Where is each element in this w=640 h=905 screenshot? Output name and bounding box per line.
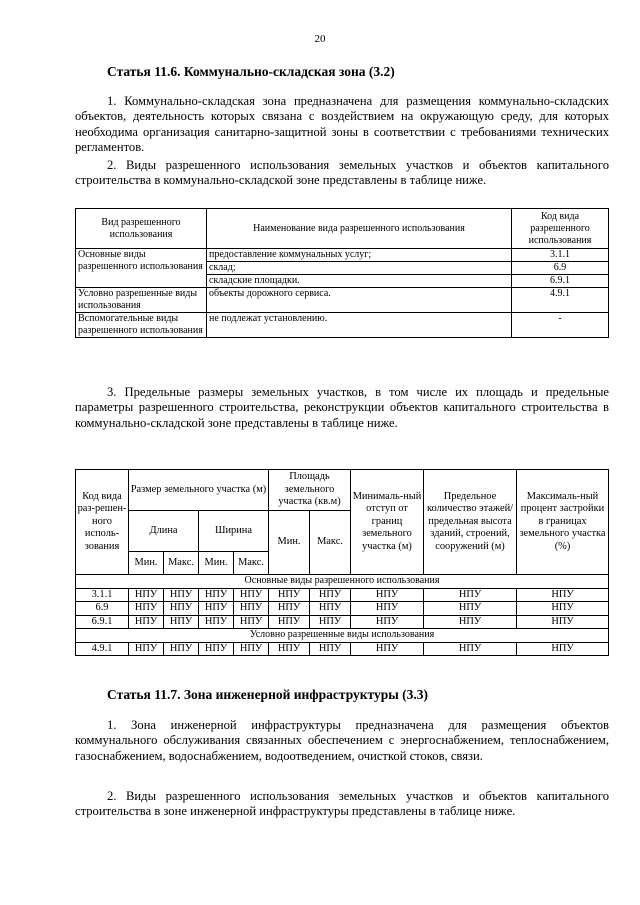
header-length: Длина — [129, 511, 199, 552]
npu-cell: НПУ — [234, 615, 269, 629]
use-name-cell: объекты дорожного сервиса. — [207, 288, 512, 313]
table-row — [76, 615, 609, 629]
npu-cell: НПУ — [269, 588, 310, 602]
table-row — [76, 602, 609, 616]
npu-cell: НПУ — [129, 602, 164, 616]
npu-cell: НПУ — [164, 602, 199, 616]
npu-cell: НПУ — [234, 602, 269, 616]
row-code: 6.9.1 — [76, 615, 129, 629]
npu-cell: НПУ — [199, 588, 234, 602]
paragraph-text: 2. Виды разрешенного использования земельных участков и объектов капитального строительства в зоне инженерной инфраструктуры представлены в таблице ниже. — [75, 789, 609, 819]
use-code-cell: 4.9.1 — [512, 288, 609, 313]
header-floors-height: Предельное количество этажей/ предельная высота зданий, строений, сооружений (м) — [424, 470, 517, 575]
npu-cell: НПУ — [269, 602, 310, 616]
header-code: Код вида раз-решен-ного исполь-зования — [76, 470, 129, 575]
header-use-name: Наименование вида разрешенного использования — [207, 209, 512, 249]
header-use-code: Код вида разрешенного использования — [512, 209, 609, 249]
group-main-uses: Основные виды разрешенного использования — [76, 249, 207, 288]
npu-cell: НПУ — [199, 642, 234, 656]
header-length-min: Мин. — [129, 552, 164, 575]
header-width-min: Мин. — [199, 552, 234, 575]
article-11-7-paragraph-1 — [75, 718, 609, 764]
npu-cell: НПУ — [517, 642, 609, 656]
use-name-cell: предоставление коммунальных услуг; — [207, 249, 512, 262]
npu-cell: НПУ — [351, 588, 424, 602]
npu-cell: НПУ — [129, 615, 164, 629]
npu-cell: НПУ — [234, 588, 269, 602]
npu-cell: НПУ — [517, 602, 609, 616]
npu-cell: НПУ — [129, 642, 164, 656]
header-length-max: Макс. — [164, 552, 199, 575]
npu-cell: НПУ — [199, 615, 234, 629]
npu-cell: НПУ — [517, 588, 609, 602]
use-name-cell: складские площадки. — [207, 275, 512, 288]
use-code-cell: 6.9.1 — [512, 275, 609, 288]
npu-cell: НПУ — [351, 615, 424, 629]
group-conditional-uses: Условно разрешенные виды использования — [76, 288, 207, 313]
article-11-7-heading: Статья 11.7. Зона инженерной инфраструктуры (3.3) — [107, 687, 429, 702]
use-code-cell: - — [512, 313, 609, 338]
header-plot-size: Размер земельного участка (м) — [129, 470, 269, 511]
row-code: 4.9.1 — [76, 642, 129, 656]
paragraph-text: 1. Коммунально-складская зона предназначена для размещения коммунально-складских объектов, деятельность которых связана с воздействием на окружающую среду, для которых необходима организация санитарно-защитной зоны в соответствии с требованиями технических регламентов. — [75, 94, 609, 155]
table-row — [76, 642, 609, 656]
paragraph-text: 1. Зона инженерной инфраструктуры предназначена для размещения объектов коммунального обслуживания связанных обеспечением с энергоснабжением, теплоснабжением, газоснабжением, водоснабжением, водоотведением, очисткой стоков, связи. — [75, 718, 609, 763]
paragraph-text: 3. Предельные размеры земельных участков, в том числе их площадь и предельные параметры разрешенного строительства, реконструкции объектов капитального строительства в коммунально-складской зоне представлены в таблице ниже. — [75, 385, 609, 430]
header-area-max: Макс. — [310, 511, 351, 575]
npu-cell: НПУ — [424, 588, 517, 602]
use-code-cell: 3.1.1 — [512, 249, 609, 262]
npu-cell: НПУ — [164, 615, 199, 629]
header-area-min: Мин. — [269, 511, 310, 575]
article-11-6-heading: Статья 11.6. Коммунально-складская зона (3.2) — [107, 64, 395, 79]
article-11-6-paragraph-3 — [75, 385, 609, 431]
npu-cell: НПУ — [129, 588, 164, 602]
article-11-6-paragraph-1 — [75, 94, 609, 156]
paragraph-text: 2. Виды разрешенного использования земельных участков и объектов капитального строительства в коммунально-складской зоне представлены в таблице ниже. — [75, 158, 609, 188]
table-row — [76, 588, 609, 602]
npu-cell: НПУ — [424, 642, 517, 656]
row-code: 6.9 — [76, 602, 129, 616]
npu-cell: НПУ — [269, 615, 310, 629]
page-number: 20 — [314, 33, 326, 45]
npu-cell: НПУ — [310, 615, 351, 629]
header-setback: Минималь-ный отступ от границ земельного участка (м) — [351, 470, 424, 575]
use-code-cell: 6.9 — [512, 262, 609, 275]
npu-cell: НПУ — [234, 642, 269, 656]
header-coverage: Максималь-ный процент застройки в границах земельного участка (%) — [517, 470, 609, 575]
parameters-table — [75, 469, 609, 656]
npu-cell: НПУ — [164, 588, 199, 602]
header-width: Ширина — [199, 511, 269, 552]
header-width-max: Макс. — [234, 552, 269, 575]
use-name-cell: не подлежат установлению. — [207, 313, 512, 338]
npu-cell: НПУ — [310, 642, 351, 656]
header-plot-area: Площадь земельного участка (кв.м) — [269, 470, 351, 511]
permitted-use-table — [75, 208, 609, 338]
section-conditional-uses: Условно разрешенные виды использования — [76, 629, 609, 643]
npu-cell: НПУ — [164, 642, 199, 656]
npu-cell: НПУ — [310, 602, 351, 616]
npu-cell: НПУ — [424, 602, 517, 616]
article-11-7-paragraph-2 — [75, 789, 609, 820]
header-use-type: Вид разрешенного использования — [76, 209, 207, 249]
npu-cell: НПУ — [199, 602, 234, 616]
npu-cell: НПУ — [424, 615, 517, 629]
group-auxiliary-uses: Вспомогательные виды разрешенного использования — [76, 313, 207, 338]
section-main-uses: Основные виды разрешенного использования — [76, 575, 609, 589]
npu-cell: НПУ — [310, 588, 351, 602]
article-11-6-paragraph-2 — [75, 158, 609, 189]
npu-cell: НПУ — [517, 615, 609, 629]
row-code: 3.1.1 — [76, 588, 129, 602]
npu-cell: НПУ — [351, 602, 424, 616]
npu-cell: НПУ — [351, 642, 424, 656]
npu-cell: НПУ — [269, 642, 310, 656]
use-name-cell: склад; — [207, 262, 512, 275]
